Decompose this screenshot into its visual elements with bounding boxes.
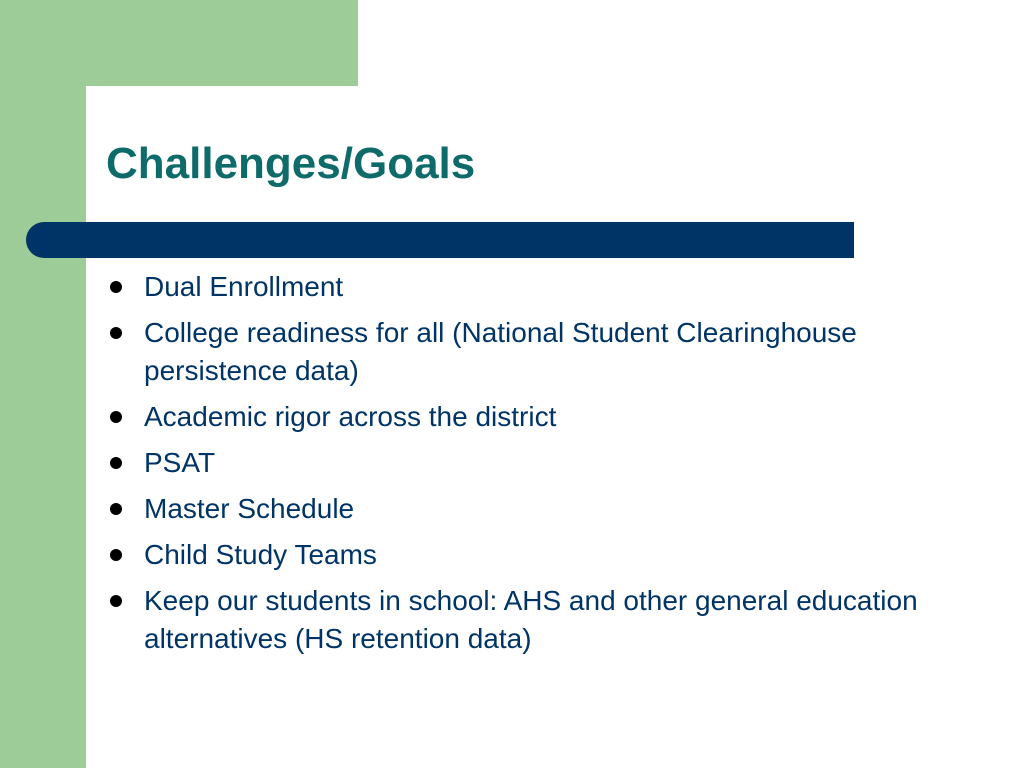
title-underline-bar	[26, 222, 854, 258]
list-item	[110, 314, 990, 390]
list-item-text: PSAT	[144, 447, 216, 478]
list-item	[110, 268, 990, 306]
list-item	[110, 536, 990, 574]
list-item	[110, 444, 990, 482]
green-top-block	[0, 0, 358, 86]
list-item-text: Academic rigor across the district	[144, 401, 557, 432]
green-left-strip	[0, 0, 86, 768]
list-item-text: Keep our students in school: AHS and other general education alternatives (HS retention data)	[144, 585, 918, 654]
bullet-dot-icon	[110, 411, 122, 423]
list-item-text: Master Schedule	[144, 493, 355, 524]
bullet-list	[110, 268, 990, 666]
bullet-dot-icon	[110, 281, 122, 293]
bullet-dot-icon	[110, 327, 122, 339]
list-item	[110, 490, 990, 528]
list-item	[110, 398, 990, 436]
bullet-dot-icon	[110, 595, 122, 607]
bullet-dot-icon	[110, 457, 122, 469]
list-item-text: Dual Enrollment	[144, 271, 344, 302]
bullet-dot-icon	[110, 503, 122, 515]
slide-title: Challenges/Goals	[106, 139, 476, 188]
bullet-dot-icon	[110, 549, 122, 561]
list-item-text: Child Study Teams	[144, 539, 377, 570]
list-item	[110, 582, 990, 658]
list-item-text: College readiness for all (National Student Clearinghouse persistence data)	[144, 317, 857, 386]
